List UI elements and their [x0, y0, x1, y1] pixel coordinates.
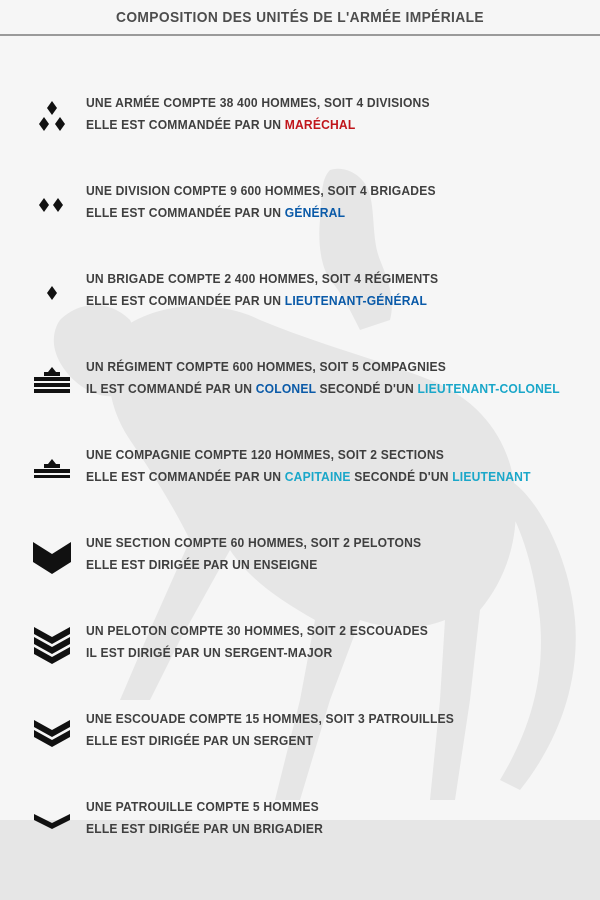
unit-description	[86, 796, 323, 840]
one-star-icon	[30, 268, 74, 318]
rank-general: GÉNÉRAL	[284, 205, 346, 220]
command-text: ELLE EST COMMANDÉE PAR UN	[86, 293, 285, 308]
rank-colonel: COLONEL	[255, 381, 316, 396]
unit-command-line: ELLE EST DIRIGÉE PAR UN SERGENT	[86, 733, 314, 748]
unit-strength-line: UN PELOTON COMPTE 30 HOMMES, SOIT 2 ESCOUADES	[86, 623, 429, 638]
unit-row-brigade	[0, 268, 600, 318]
double-chevron-icon	[30, 708, 74, 758]
unit-row-division	[0, 180, 600, 230]
unit-row-patrouille	[0, 796, 600, 846]
unit-command-line	[86, 202, 436, 224]
seconded-text: SECONDÉ D'UN	[350, 469, 453, 484]
unit-command-line	[86, 466, 531, 488]
unit-description	[86, 92, 430, 136]
unit-strength-line: UNE COMPAGNIE COMPTE 120 HOMMES, SOIT 2 SECTIONS	[86, 447, 445, 462]
unit-row-peloton	[0, 620, 600, 670]
unit-description	[86, 444, 531, 488]
unit-strength-line: UNE SECTION COMPTE 60 HOMMES, SOIT 2 PELOTONS	[86, 535, 422, 550]
unit-command-line: ELLE EST DIRIGÉE PAR UN BRIGADIER	[86, 821, 323, 836]
command-text: ELLE EST COMMANDÉE PAR UN	[86, 469, 285, 484]
unit-description	[86, 180, 436, 224]
page-title: COMPOSITION DES UNITÉS DE L'ARMÉE IMPÉRIALE	[116, 8, 484, 26]
unit-row-armee	[0, 92, 600, 142]
unit-row-escouade	[0, 708, 600, 758]
unit-description	[86, 356, 560, 400]
unit-strength-line: UNE ARMÉE COMPTE 38 400 HOMMES, SOIT 4 DIVISIONS	[86, 95, 430, 110]
colonel-insignia-icon	[30, 356, 74, 406]
page-header	[0, 0, 600, 36]
ensign-chevron-icon	[30, 532, 74, 582]
unit-description	[86, 620, 428, 664]
captain-insignia-icon	[30, 444, 74, 494]
seconded-text: SECONDÉ D'UN	[315, 381, 418, 396]
unit-description	[86, 708, 454, 752]
unit-strength-line: UNE PATROUILLE COMPTE 5 HOMMES	[86, 799, 319, 814]
rank-capitaine: CAPITAINE	[284, 469, 351, 484]
unit-description	[86, 532, 421, 576]
unit-row-compagnie	[0, 444, 600, 494]
unit-strength-line: UNE ESCOUADE COMPTE 15 HOMMES, SOIT 3 PATROUILLES	[86, 711, 455, 726]
rank-marechal: MARÉCHAL	[284, 117, 356, 132]
rank-lieutenant: LIEUTENANT	[452, 469, 531, 484]
triple-chevron-icon	[30, 620, 74, 670]
command-text: IL EST COMMANDÉ PAR UN	[86, 381, 256, 396]
unit-command-line	[86, 290, 438, 312]
single-chevron-icon	[30, 796, 74, 846]
three-stars-icon	[30, 92, 74, 142]
unit-command-line: ELLE EST DIRIGÉE PAR UN ENSEIGNE	[86, 557, 318, 572]
unit-description	[86, 268, 438, 312]
command-text: ELLE EST COMMANDÉE PAR UN	[86, 117, 285, 132]
unit-row-regiment	[0, 356, 600, 406]
unit-strength-line: UN BRIGADE COMPTE 2 400 HOMMES, SOIT 4 RÉGIMENTS	[86, 271, 439, 286]
unit-command-line	[86, 378, 560, 400]
command-text: ELLE EST COMMANDÉE PAR UN	[86, 205, 285, 220]
unit-strength-line: UN RÉGIMENT COMPTE 600 HOMMES, SOIT 5 COMPAGNIES	[86, 359, 447, 374]
unit-command-line: IL EST DIRIGÉ PAR UN SERGENT-MAJOR	[86, 645, 333, 660]
rank-lieutenant-general: LIEUTENANT-GÉNÉRAL	[284, 293, 428, 308]
rank-lieutenant-colonel: LIEUTENANT-COLONEL	[417, 381, 560, 396]
unit-strength-line: UNE DIVISION COMPTE 9 600 HOMMES, SOIT 4 BRIGADES	[86, 183, 436, 198]
two-stars-icon	[30, 180, 74, 230]
unit-command-line	[86, 114, 430, 136]
unit-row-section	[0, 532, 600, 582]
